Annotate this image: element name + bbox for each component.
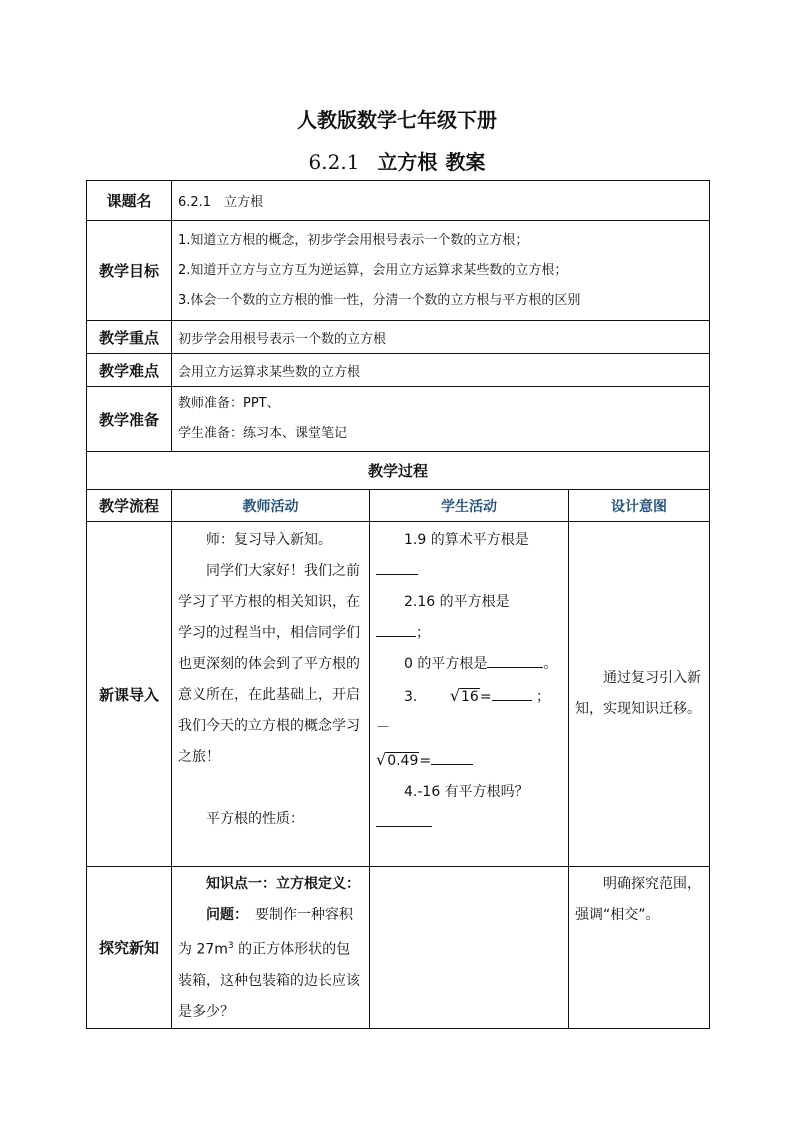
- student-q5: [376, 777, 562, 808]
- row-preparation: [87, 387, 710, 452]
- stage-intro-label: 新课导入: [87, 522, 172, 867]
- label-preparation: 教学准备: [87, 387, 172, 452]
- value-goals: [172, 221, 710, 321]
- document-title: 人教版数学七年级下册: [297, 108, 497, 132]
- prep-item: 教师准备：PPT、: [178, 396, 280, 411]
- label-difficulties: 教学难点: [87, 354, 172, 387]
- student-q4: [376, 680, 562, 744]
- label-topic: 课题名: [87, 181, 172, 221]
- goal-item: 1.知道立方根的概念，初步学会用根号表示一个数的立方根；: [178, 232, 529, 248]
- q1-text: 1.9 的算术平方根是: [404, 532, 529, 548]
- label-key-points: 教学重点: [87, 321, 172, 354]
- problem-text-1: 要制作一种容积为 27m: [178, 907, 353, 958]
- student-q3: [376, 649, 562, 680]
- value-topic: 6.2.1 立方根: [172, 181, 710, 221]
- answer-blank-line: [376, 618, 562, 649]
- problem-text: [178, 900, 363, 1028]
- stage-intro-teacher: [172, 522, 370, 867]
- goal-item: 2.知道开立方与立方互为逆运算，会用立方运算求某些数的立方根；: [178, 262, 568, 278]
- teacher-line: 师：复习导入新知。: [206, 532, 332, 548]
- stage-explore-intent: [569, 867, 710, 1029]
- stage-explore-teacher: [172, 867, 370, 1029]
- radicand: 0.49: [387, 753, 419, 769]
- col-header-intent: 设计意图: [569, 490, 710, 522]
- q2-text: 2.16 的平方根是: [404, 594, 510, 610]
- answer-blank: [376, 560, 418, 575]
- q4-prefix: 3.: [404, 689, 418, 705]
- lesson-suffix: 教案: [445, 150, 486, 174]
- answer-blank: [376, 622, 416, 637]
- student-q2: [376, 587, 562, 618]
- q3-end: 。: [543, 656, 558, 672]
- equals-sign: =: [479, 689, 492, 705]
- teacher-line: 平方根的性质：: [206, 811, 304, 827]
- row-difficulties: [87, 354, 710, 387]
- student-q1: [376, 525, 562, 556]
- row-key-points: [87, 321, 710, 354]
- knowledge-heading: 知识点一：立方根定义：: [206, 876, 360, 892]
- equals-sign: =: [419, 753, 432, 769]
- teacher-paragraph: 同学们大家好！我们之前学习了平方根的相关知识，在学习的过程当中，相信同学们也更深刻的体会到了平方根的意义所在，在此基础上，开启我们今天的立方根的概念学习之旅！: [178, 563, 360, 765]
- problem-text-2: 的正方体形状的包装箱，这种包装箱的边长应该是多少？: [178, 941, 360, 1020]
- student-q4-cont: [376, 744, 562, 777]
- col-header-teacher: 教师活动: [172, 490, 370, 522]
- row-stage-explore: [87, 867, 710, 1029]
- answer-blank: [487, 653, 543, 668]
- intent-text: 明确探究范围，强调“相交”。: [575, 876, 701, 923]
- q5-text: 4.-16 有平方根吗？: [404, 784, 529, 800]
- stage-intro-intent: [569, 522, 710, 867]
- row-topic: [87, 181, 710, 221]
- goal-item: 3.体会一个数的立方根的惟一性，分清一个数的立方根与平方根的区别: [178, 292, 581, 308]
- answer-blank: [431, 750, 473, 765]
- radical-expression: [422, 680, 480, 713]
- col-header-student: 学生活动: [370, 490, 569, 522]
- intent-text: 通过复习引入新知，实现知识迁移。: [575, 670, 701, 717]
- answer-blank: [376, 812, 432, 827]
- lesson-number: 6.2.1: [308, 150, 360, 174]
- row-stage-intro: [87, 522, 710, 867]
- radicand: 16: [461, 689, 479, 705]
- row-goals: [87, 221, 710, 321]
- row-column-headers: [87, 490, 710, 522]
- q4-separator: ； －: [376, 689, 558, 736]
- stage-intro-student: [370, 522, 569, 867]
- process-title: 教学过程: [87, 452, 710, 490]
- lesson-plan-table: [86, 180, 710, 1029]
- stage-explore-label: 探究新知: [87, 867, 172, 1029]
- col-header-flow: 教学流程: [87, 490, 172, 522]
- answer-blank-line: [376, 808, 562, 839]
- value-difficulties: 会用立方运算求某些数的立方根: [172, 354, 710, 387]
- value-key-points: 初步学会用根号表示一个数的立方根: [172, 321, 710, 354]
- lesson-title: [0, 146, 794, 175]
- q3-text: 0 的平方根是: [404, 656, 488, 672]
- radical-sign: √: [449, 686, 461, 705]
- q2-end: ；: [416, 625, 430, 641]
- unit-exponent: 3: [227, 941, 234, 951]
- value-preparation: [172, 387, 710, 452]
- answer-blank-line: [376, 556, 562, 587]
- radical-expression: [376, 744, 419, 777]
- lesson-topic: 立方根: [377, 150, 438, 174]
- stage-explore-student: [370, 867, 569, 1029]
- answer-blank: [492, 686, 532, 701]
- radical-sign: √: [376, 750, 387, 769]
- label-goals: 教学目标: [87, 221, 172, 321]
- prep-item: 学生准备：练习本、课堂笔记: [178, 426, 348, 441]
- row-process-title: [87, 452, 710, 490]
- problem-label: 问题：: [206, 907, 241, 923]
